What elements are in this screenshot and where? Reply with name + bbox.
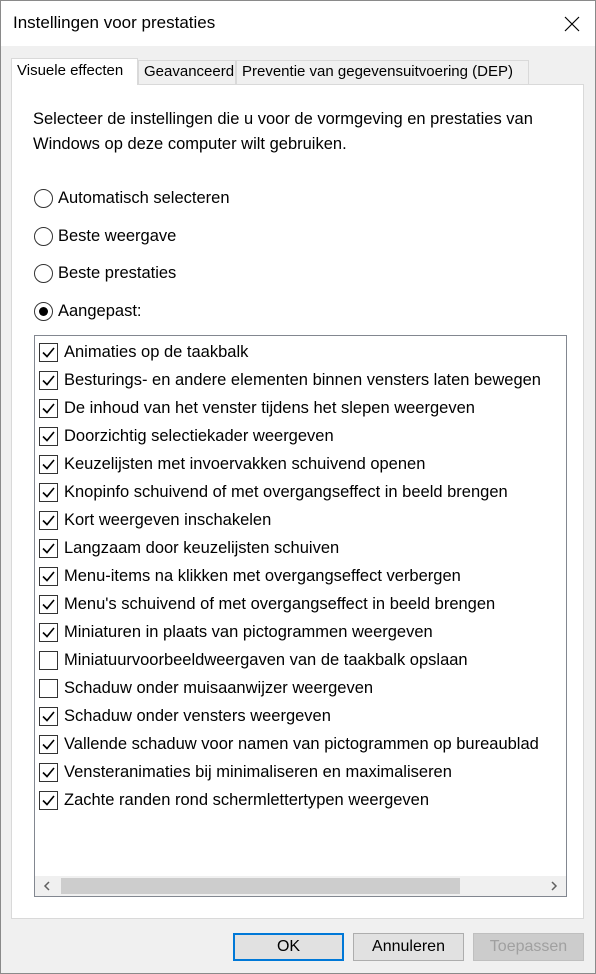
checkmark-icon [41, 401, 56, 416]
tab-advanced[interactable]: Geavanceerd [138, 60, 236, 84]
effect-list-item[interactable] [35, 506, 566, 534]
effect-label: De inhoud van het venster tijdens het slepen weergeven [64, 398, 475, 417]
effect-list-item[interactable] [35, 590, 566, 618]
effect-checkbox[interactable] [39, 791, 58, 810]
description-text: Selecteer de instellingen die u voor de vormgeving en prestaties van Windows op deze computer wilt gebruiken. [33, 110, 533, 153]
effect-label: Vallende schaduw voor namen van pictogrammen op bureaublad [64, 734, 539, 753]
effect-list-item[interactable] [35, 730, 566, 758]
effect-list-item[interactable] [35, 394, 566, 422]
effect-list-item[interactable] [35, 478, 566, 506]
effects-list [35, 338, 566, 814]
chevron-right-icon [549, 881, 559, 891]
checkmark-icon [41, 793, 56, 808]
tab-dep[interactable]: Preventie van gegevensuitvoering (DEP) [236, 60, 529, 84]
checkmark-icon [41, 457, 56, 472]
effect-label: Besturings- en andere elementen binnen vensters laten bewegen [64, 370, 541, 389]
effect-list-item[interactable] [35, 450, 566, 478]
effect-label: Animaties op de taakbalk [64, 342, 249, 361]
effect-label: Miniaturen in plaats van pictogrammen weergeven [64, 622, 433, 641]
radio-button[interactable] [34, 264, 53, 283]
radio-label: Beste weergave [58, 226, 177, 245]
effect-list-item[interactable] [35, 618, 566, 646]
effect-list-item[interactable] [35, 786, 566, 814]
horizontal-scrollbar[interactable] [35, 876, 566, 896]
radio-option[interactable] [34, 224, 176, 248]
effect-label: Zachte randen rond schermlettertypen weergeven [64, 790, 430, 809]
effect-list-item[interactable] [35, 646, 566, 674]
effect-checkbox[interactable] [39, 567, 58, 586]
ok-button[interactable]: OK [233, 933, 344, 961]
effect-label: Doorzichtig selectiekader weergeven [64, 426, 334, 445]
apply-button[interactable]: Toepassen [473, 933, 584, 961]
checkmark-icon [41, 597, 56, 612]
effect-label: Kort weergeven inschakelen [64, 510, 272, 529]
effect-label: Miniatuurvoorbeeldweergaven van de taakbalk opslaan [64, 650, 468, 669]
radio-label: Beste prestaties [58, 263, 177, 282]
effect-list-item[interactable] [35, 366, 566, 394]
effect-label: Knopinfo schuivend of met overgangseffect in beeld brengen [64, 482, 508, 501]
effect-list-item[interactable] [35, 674, 566, 702]
effects-listbox[interactable] [34, 335, 567, 897]
checkmark-icon [41, 513, 56, 528]
scroll-left-button[interactable] [37, 876, 57, 896]
checkmark-icon [41, 373, 56, 388]
effect-checkbox[interactable] [39, 343, 58, 362]
title-bar [1, 1, 595, 46]
effect-checkbox[interactable] [39, 371, 58, 390]
effect-list-item[interactable] [35, 562, 566, 590]
effect-list-item[interactable] [35, 338, 566, 366]
effect-checkbox[interactable] [39, 763, 58, 782]
effect-checkbox[interactable] [39, 483, 58, 502]
effect-list-item[interactable] [35, 534, 566, 562]
chevron-left-icon [42, 881, 52, 891]
tab-visual-effects[interactable]: Visuele effecten [11, 58, 138, 85]
window-title: Instellingen voor prestaties [13, 13, 216, 32]
effect-list-item[interactable] [35, 758, 566, 786]
effect-checkbox[interactable] [39, 651, 58, 670]
visual-effects-panel [11, 84, 584, 919]
checkmark-icon [41, 541, 56, 556]
cancel-button[interactable]: Annuleren [353, 933, 464, 961]
effect-checkbox[interactable] [39, 707, 58, 726]
checkmark-icon [41, 429, 56, 444]
close-icon [564, 16, 580, 32]
effect-checkbox[interactable] [39, 511, 58, 530]
radio-option[interactable] [34, 299, 141, 323]
checkmark-icon [41, 709, 56, 724]
effect-checkbox[interactable] [39, 595, 58, 614]
radio-option[interactable] [34, 186, 230, 210]
checkmark-icon [41, 737, 56, 752]
radio-label: Automatisch selecteren [58, 188, 230, 207]
effect-label: Schaduw onder muisaanwijzer weergeven [64, 678, 374, 697]
radio-button[interactable] [34, 189, 53, 208]
effect-checkbox[interactable] [39, 539, 58, 558]
effect-checkbox[interactable] [39, 679, 58, 698]
effect-label: Schaduw onder vensters weergeven [64, 706, 331, 725]
radio-button[interactable] [34, 227, 53, 246]
scroll-thumb[interactable] [61, 878, 460, 894]
effect-label: Menu's schuivend of met overgangseffect in beeld brengen [64, 594, 496, 613]
radio-option[interactable] [34, 261, 176, 285]
checkmark-icon [41, 569, 56, 584]
checkmark-icon [41, 765, 56, 780]
effect-checkbox[interactable] [39, 623, 58, 642]
scroll-right-button[interactable] [544, 876, 564, 896]
checkmark-icon [41, 345, 56, 360]
effect-checkbox[interactable] [39, 399, 58, 418]
effect-checkbox[interactable] [39, 735, 58, 754]
effect-checkbox[interactable] [39, 455, 58, 474]
close-button[interactable] [549, 1, 595, 46]
effect-label: Menu-items na klikken met overgangseffect verbergen [64, 566, 461, 585]
effect-list-item[interactable] [35, 702, 566, 730]
effect-label: Keuzelijsten met invoervakken schuivend openen [64, 454, 426, 473]
checkmark-icon [41, 625, 56, 640]
effect-checkbox[interactable] [39, 427, 58, 446]
effect-list-item[interactable] [35, 422, 566, 450]
effect-label: Langzaam door keuzelijsten schuiven [64, 538, 340, 557]
radio-label: Aangepast: [58, 301, 142, 320]
effect-label: Vensteranimaties bij minimaliseren en maximaliseren [64, 762, 452, 781]
checkmark-icon [41, 485, 56, 500]
radio-button[interactable] [34, 302, 53, 321]
